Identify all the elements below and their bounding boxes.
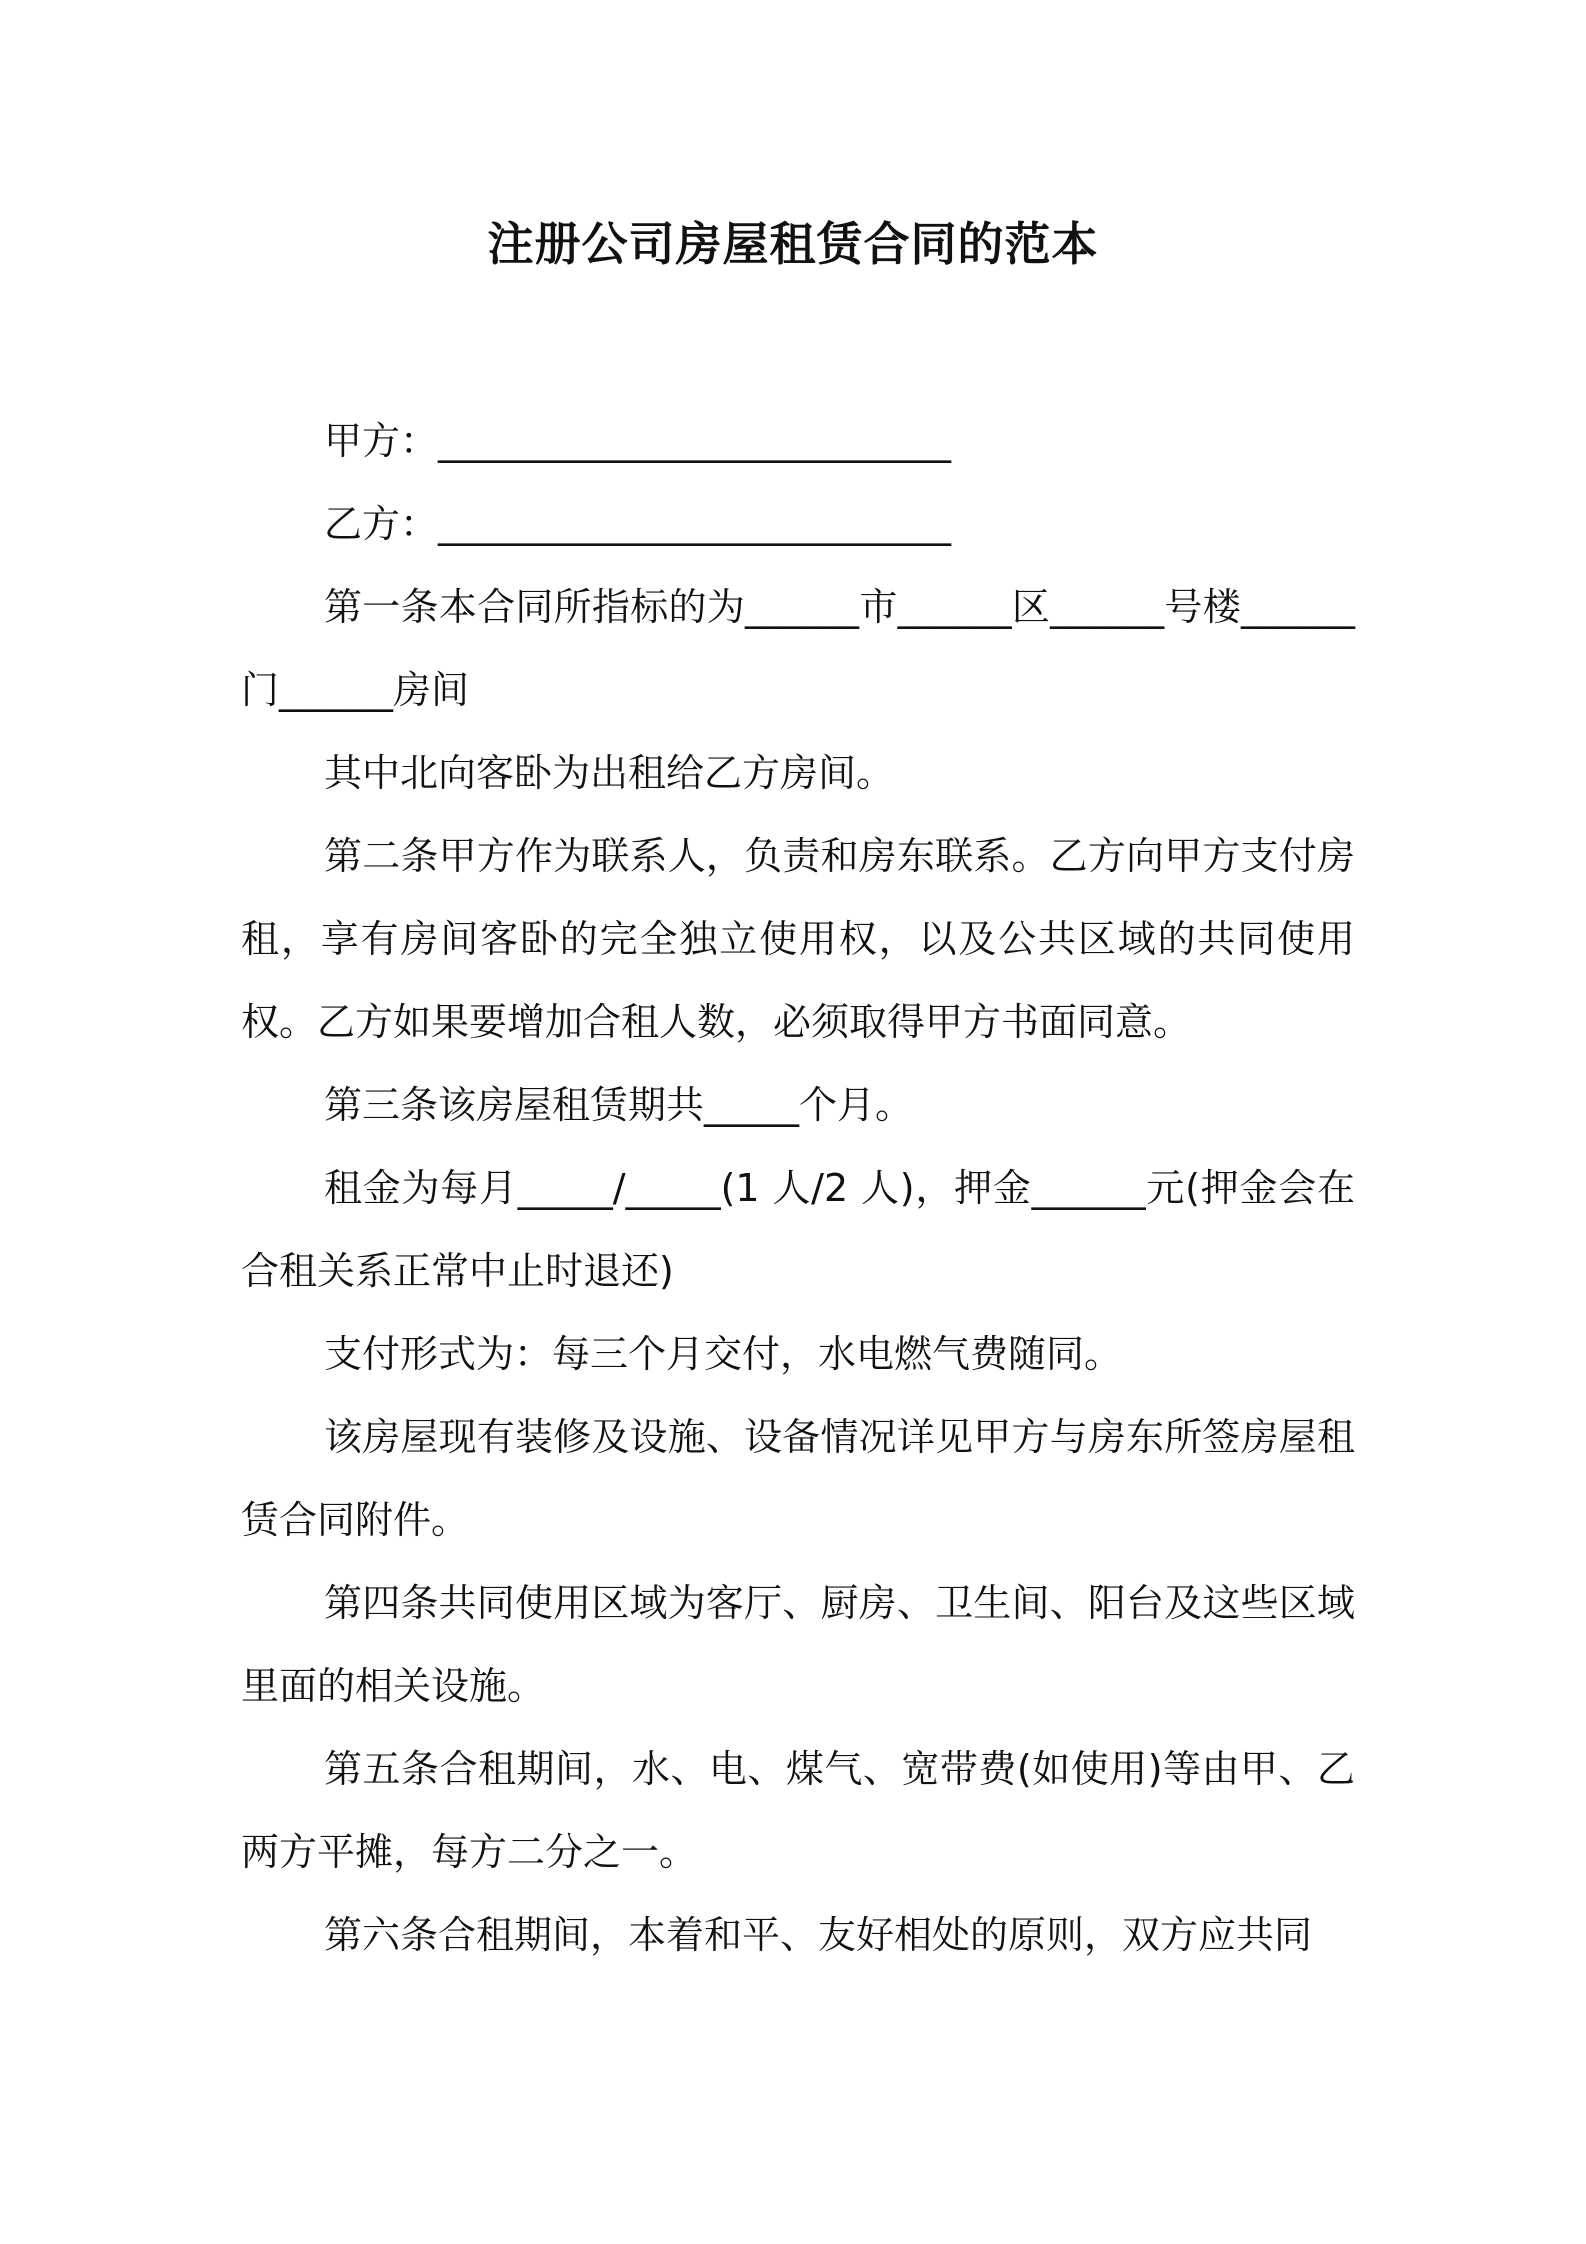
article-2-paragraph: 第二条甲方作为联系人，负责和房东联系。乙方向甲方支付房租，享有房间客卧的完全独立使用权，以及公共区域的共同使用权。乙方如果要增加合租人数，必须取得甲方书面同意。: [241, 834, 1355, 1044]
rent-paragraph: 租金为每月_____/_____(1 人/2 人)，押金______元(押金会在合租关系正常中止时退还): [241, 1166, 1355, 1293]
article-1-paragraph: 第一条本合同所指标的为______市______区______号楼______门______房间: [241, 585, 1355, 712]
document-title: 注册公司房屋租赁合同的范本: [487, 217, 1099, 271]
facilities-paragraph: 该房屋现有装修及设施、设备情况详见甲方与房东所签房屋租赁合同附件。: [241, 1415, 1355, 1542]
room-description-paragraph: 其中北向客卧为出租给乙方房间。: [324, 751, 895, 795]
party-a-line: 甲方：___________________________: [324, 419, 952, 463]
article-5-paragraph: 第五条合租期间，水、电、煤气、宽带费(如使用)等由甲、乙两方平摊，每方二分之一。: [241, 1747, 1355, 1874]
article-4-paragraph: 第四条共同使用区域为客厅、厨房、卫生间、阳台及这些区域里面的相关设施。: [241, 1581, 1355, 1708]
payment-paragraph: 支付形式为：每三个月交付，水电燃气费随同。: [324, 1332, 1123, 1376]
document-body: [241, 400, 1355, 1977]
article-6-paragraph: 第六条合租期间，本着和平、友好相处的原则，双方应共同: [324, 1913, 1313, 1957]
party-b-line: 乙方：___________________________: [324, 502, 952, 546]
article-3-paragraph: 第三条该房屋租赁期共_____个月。: [324, 1083, 914, 1127]
